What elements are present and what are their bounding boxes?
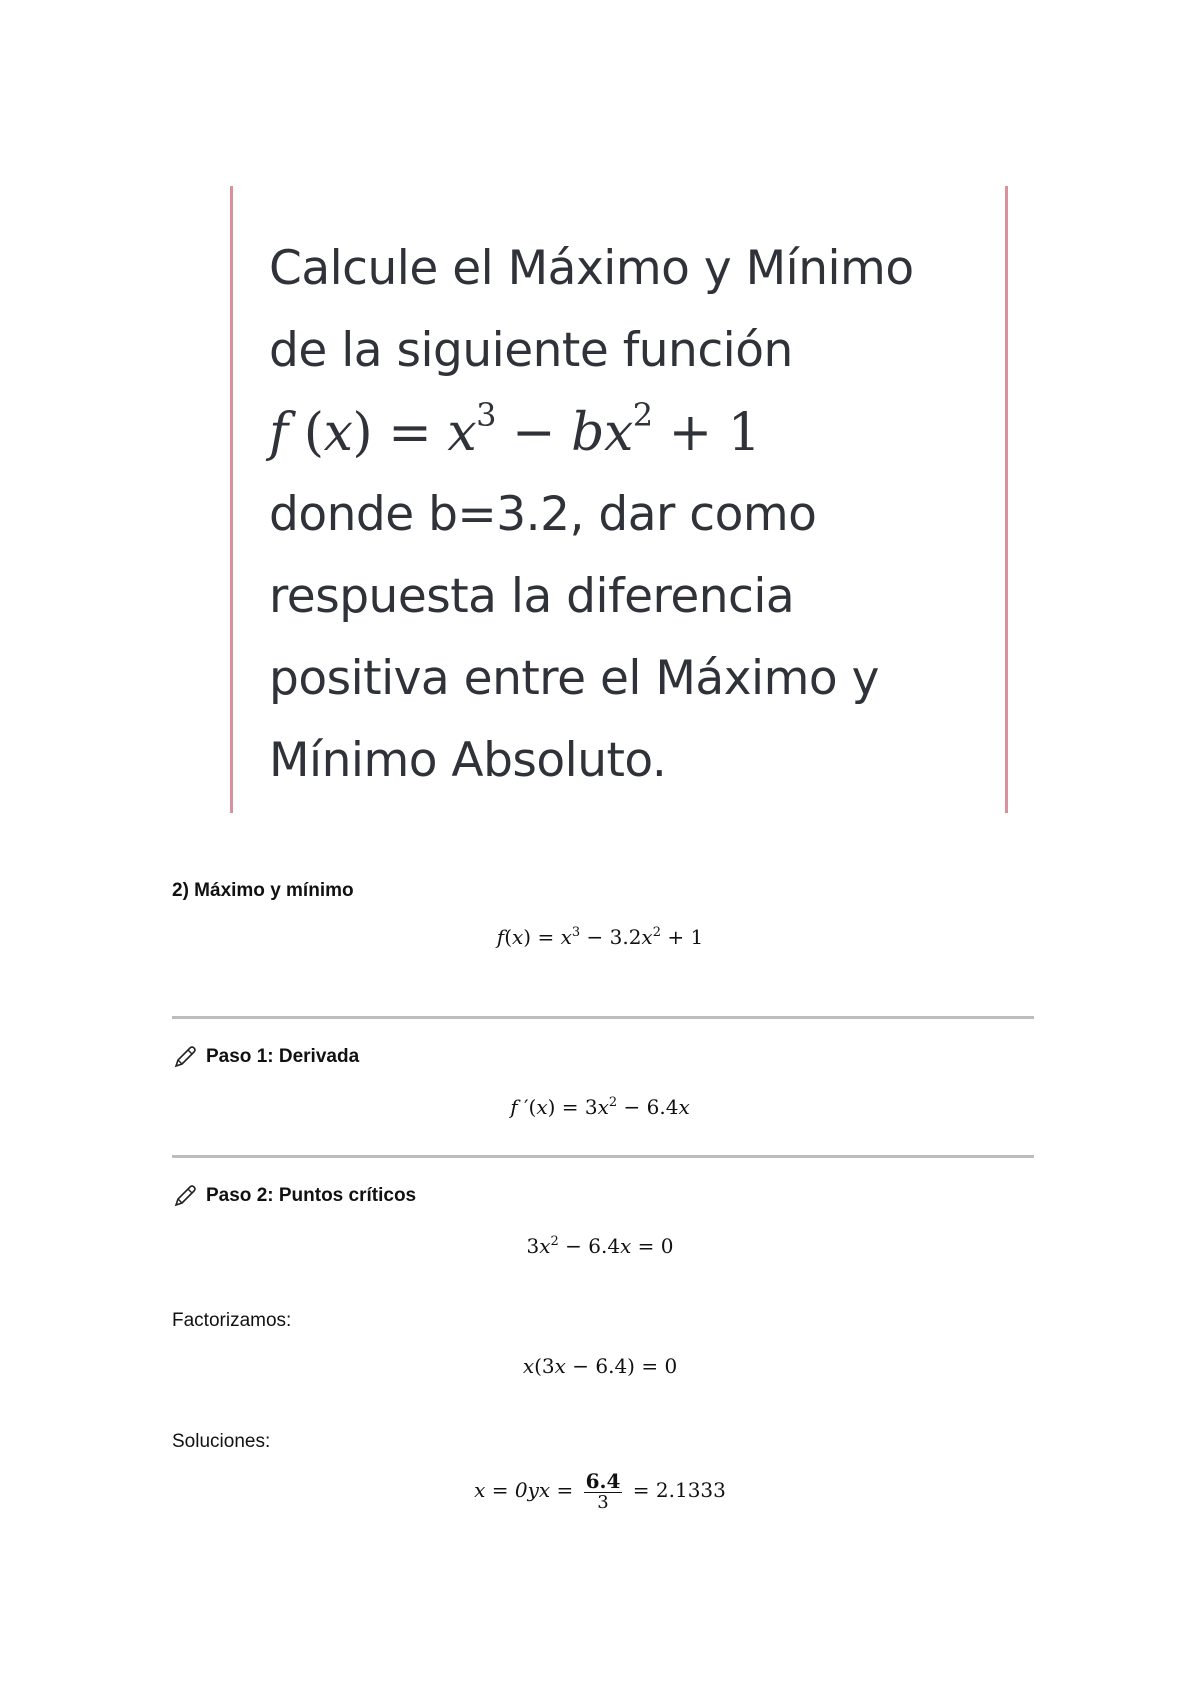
pencil-icon <box>172 1044 198 1070</box>
function-equation: $f(x) = x^3 - 3.2x^2 + 1$ <box>496 925 704 949</box>
fraction-numerator: 6.4 <box>585 1469 621 1493</box>
divider-2 <box>172 1155 1034 1158</box>
step1-title <box>172 1044 359 1070</box>
problem-line-5: respuesta la diferencia <box>269 569 795 624</box>
solutions-label: Soluciones: <box>172 1431 271 1452</box>
problem-line-2: de la siguiente función <box>269 323 793 378</box>
solutions-equation <box>0 1470 1200 1513</box>
pencil-icon <box>172 1183 198 1209</box>
critical-points-equation: $3x^2 - 6.4x = 0$ <box>526 1234 674 1258</box>
fraction <box>584 1470 623 1513</box>
step2-title <box>172 1183 416 1209</box>
solution-prefix: x = 0yx = <box>474 1477 574 1502</box>
divider-1 <box>172 1016 1034 1019</box>
problem-line-7: Mínimo Absoluto. <box>269 733 667 788</box>
problem-text <box>269 228 989 802</box>
problem-line-4: donde b=3.2, dar como <box>269 487 817 542</box>
problem-formula: f $(x) = x^3 - bx^2 + 1$ <box>269 396 761 463</box>
section-heading: 2) Máximo y mínimo <box>172 880 354 901</box>
solution-value: = 2.1333 <box>632 1477 726 1502</box>
factor-label: Factorizamos: <box>172 1310 292 1331</box>
fraction-denominator: 3 <box>597 1492 609 1513</box>
problem-line-1: Calcule el Máximo y Mínimo <box>269 241 914 296</box>
problem-statement-box <box>230 186 1008 813</box>
factored-equation: x(3x − 6.4) = 0 <box>522 1354 678 1378</box>
problem-line-6: positiva entre el Máximo y <box>269 651 879 706</box>
derivative-equation: f $'(x) = 3x^2 - 6.4x$ <box>510 1095 690 1119</box>
step1-title-text: Paso 1: Derivada <box>206 1046 360 1067</box>
step2-title-text: Paso 2: Puntos críticos <box>206 1185 417 1206</box>
